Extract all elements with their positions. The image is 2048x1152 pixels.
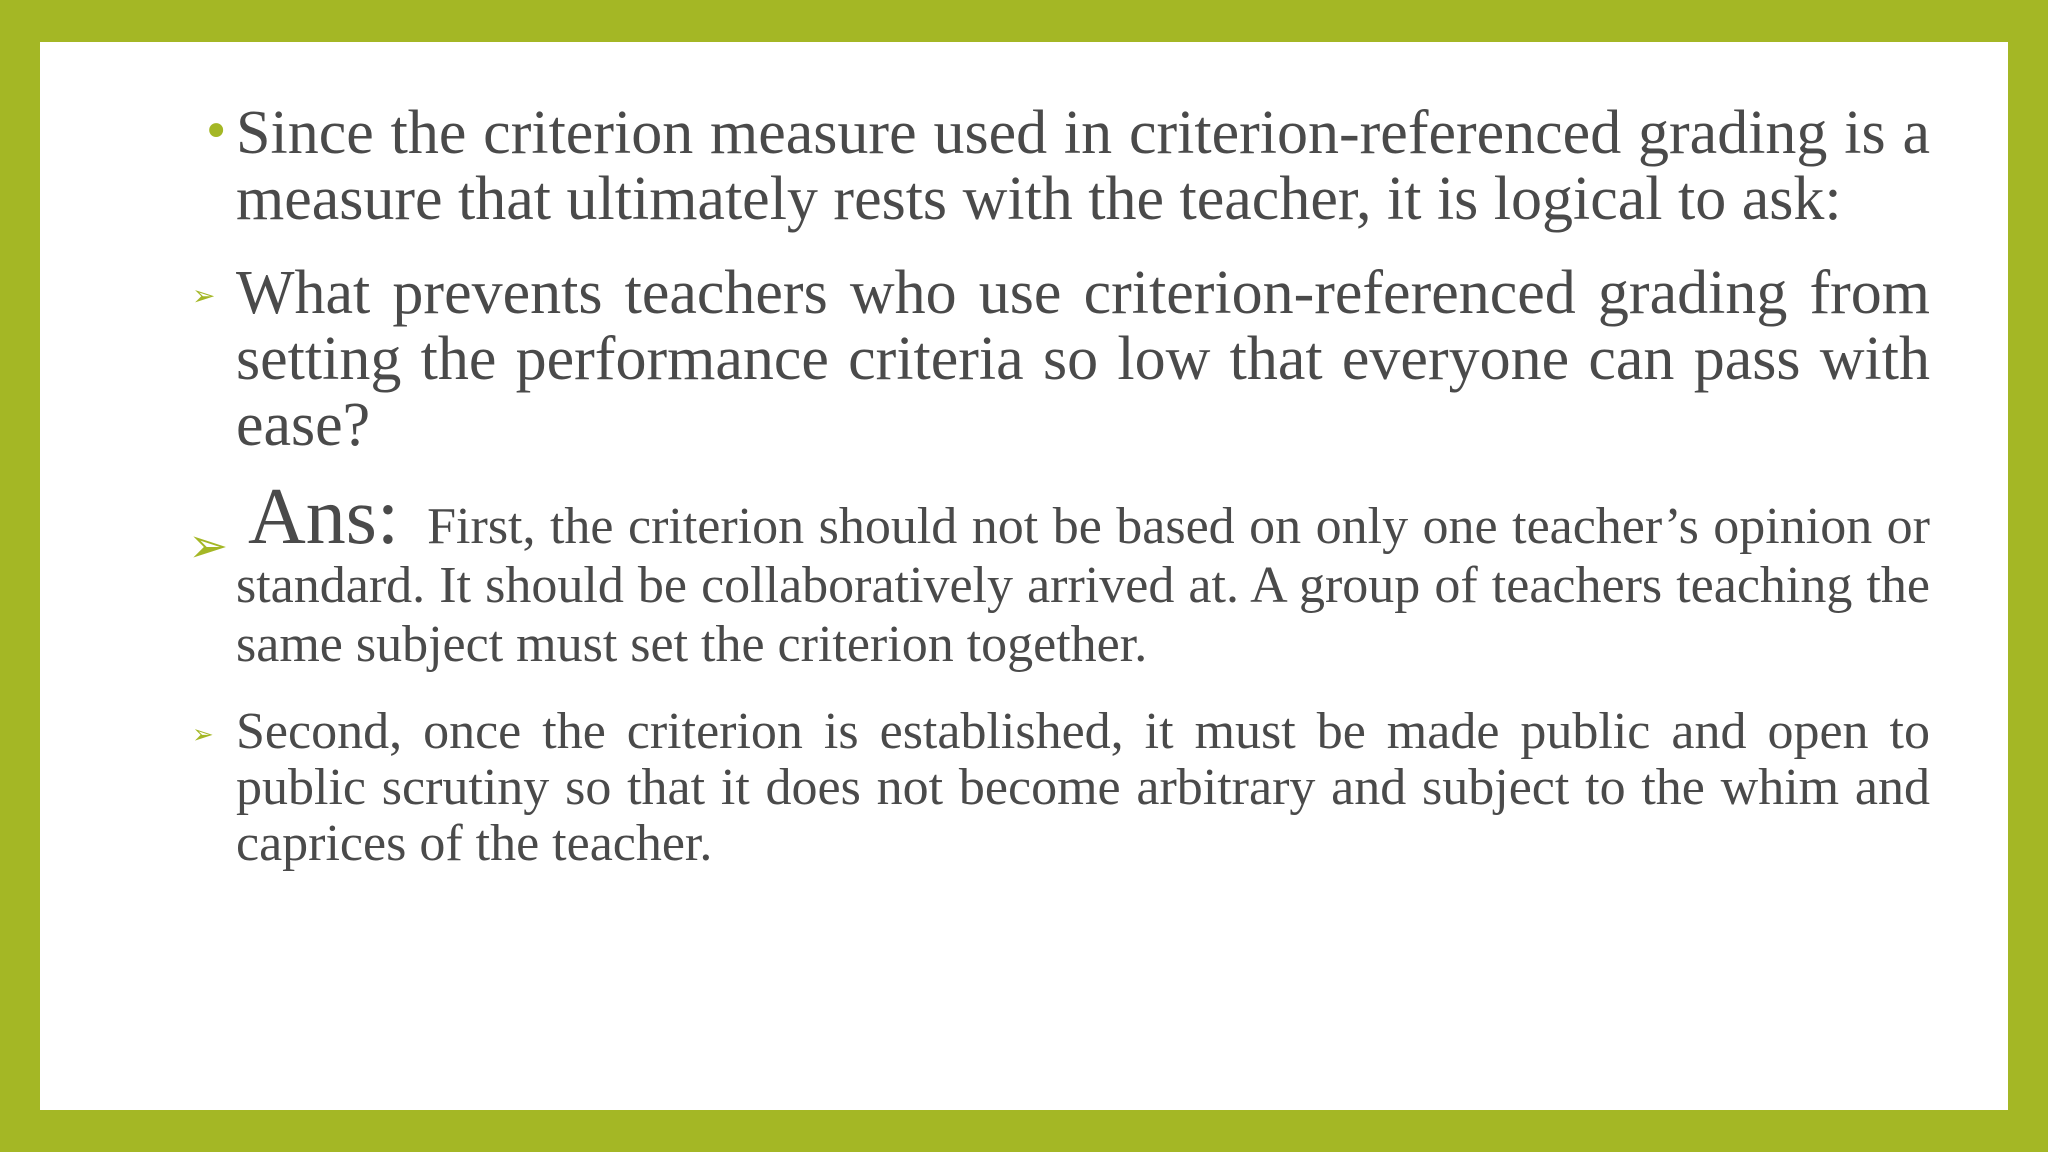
answer-label: Ans: (248, 473, 400, 561)
slide-content (188, 99, 1930, 872)
bullet-text: Second, once the criterion is established, it must be made public and open to public scrutiny so that it does not become arbitrary and subject to the whim and caprices of the teacher. (236, 703, 1930, 872)
bullet-item-question (192, 259, 1930, 459)
arrowhead-bullet-icon: ➢ (192, 720, 214, 750)
slide-canvas (40, 42, 2008, 1110)
arrowhead-bullet-icon: ➢ (192, 279, 216, 312)
bullet-item-question-intro (196, 100, 1930, 232)
arrowhead-bullet-icon: ➢ (188, 518, 229, 574)
bullet-item-answer-second (192, 703, 1930, 872)
bullet-item-answer-first (188, 473, 1930, 674)
dot-bullet-icon: • (202, 104, 231, 160)
bullet-text: First, the criterion should not be based on only one teacher’s opinion or standard. It should be collaboratively arrived at. A group of teachers teaching the same subject must set the criterion together. (236, 498, 1930, 673)
bullet-text: Since the criterion measure used in criterion-referenced grading is a measure that ultimately rests with the teacher, it is logical to ask: (236, 99, 1930, 233)
bullet-text: What prevents teachers who use criterion-referenced grading from setting the performance criteria so low that everyone can pass with ease? (236, 259, 1930, 459)
